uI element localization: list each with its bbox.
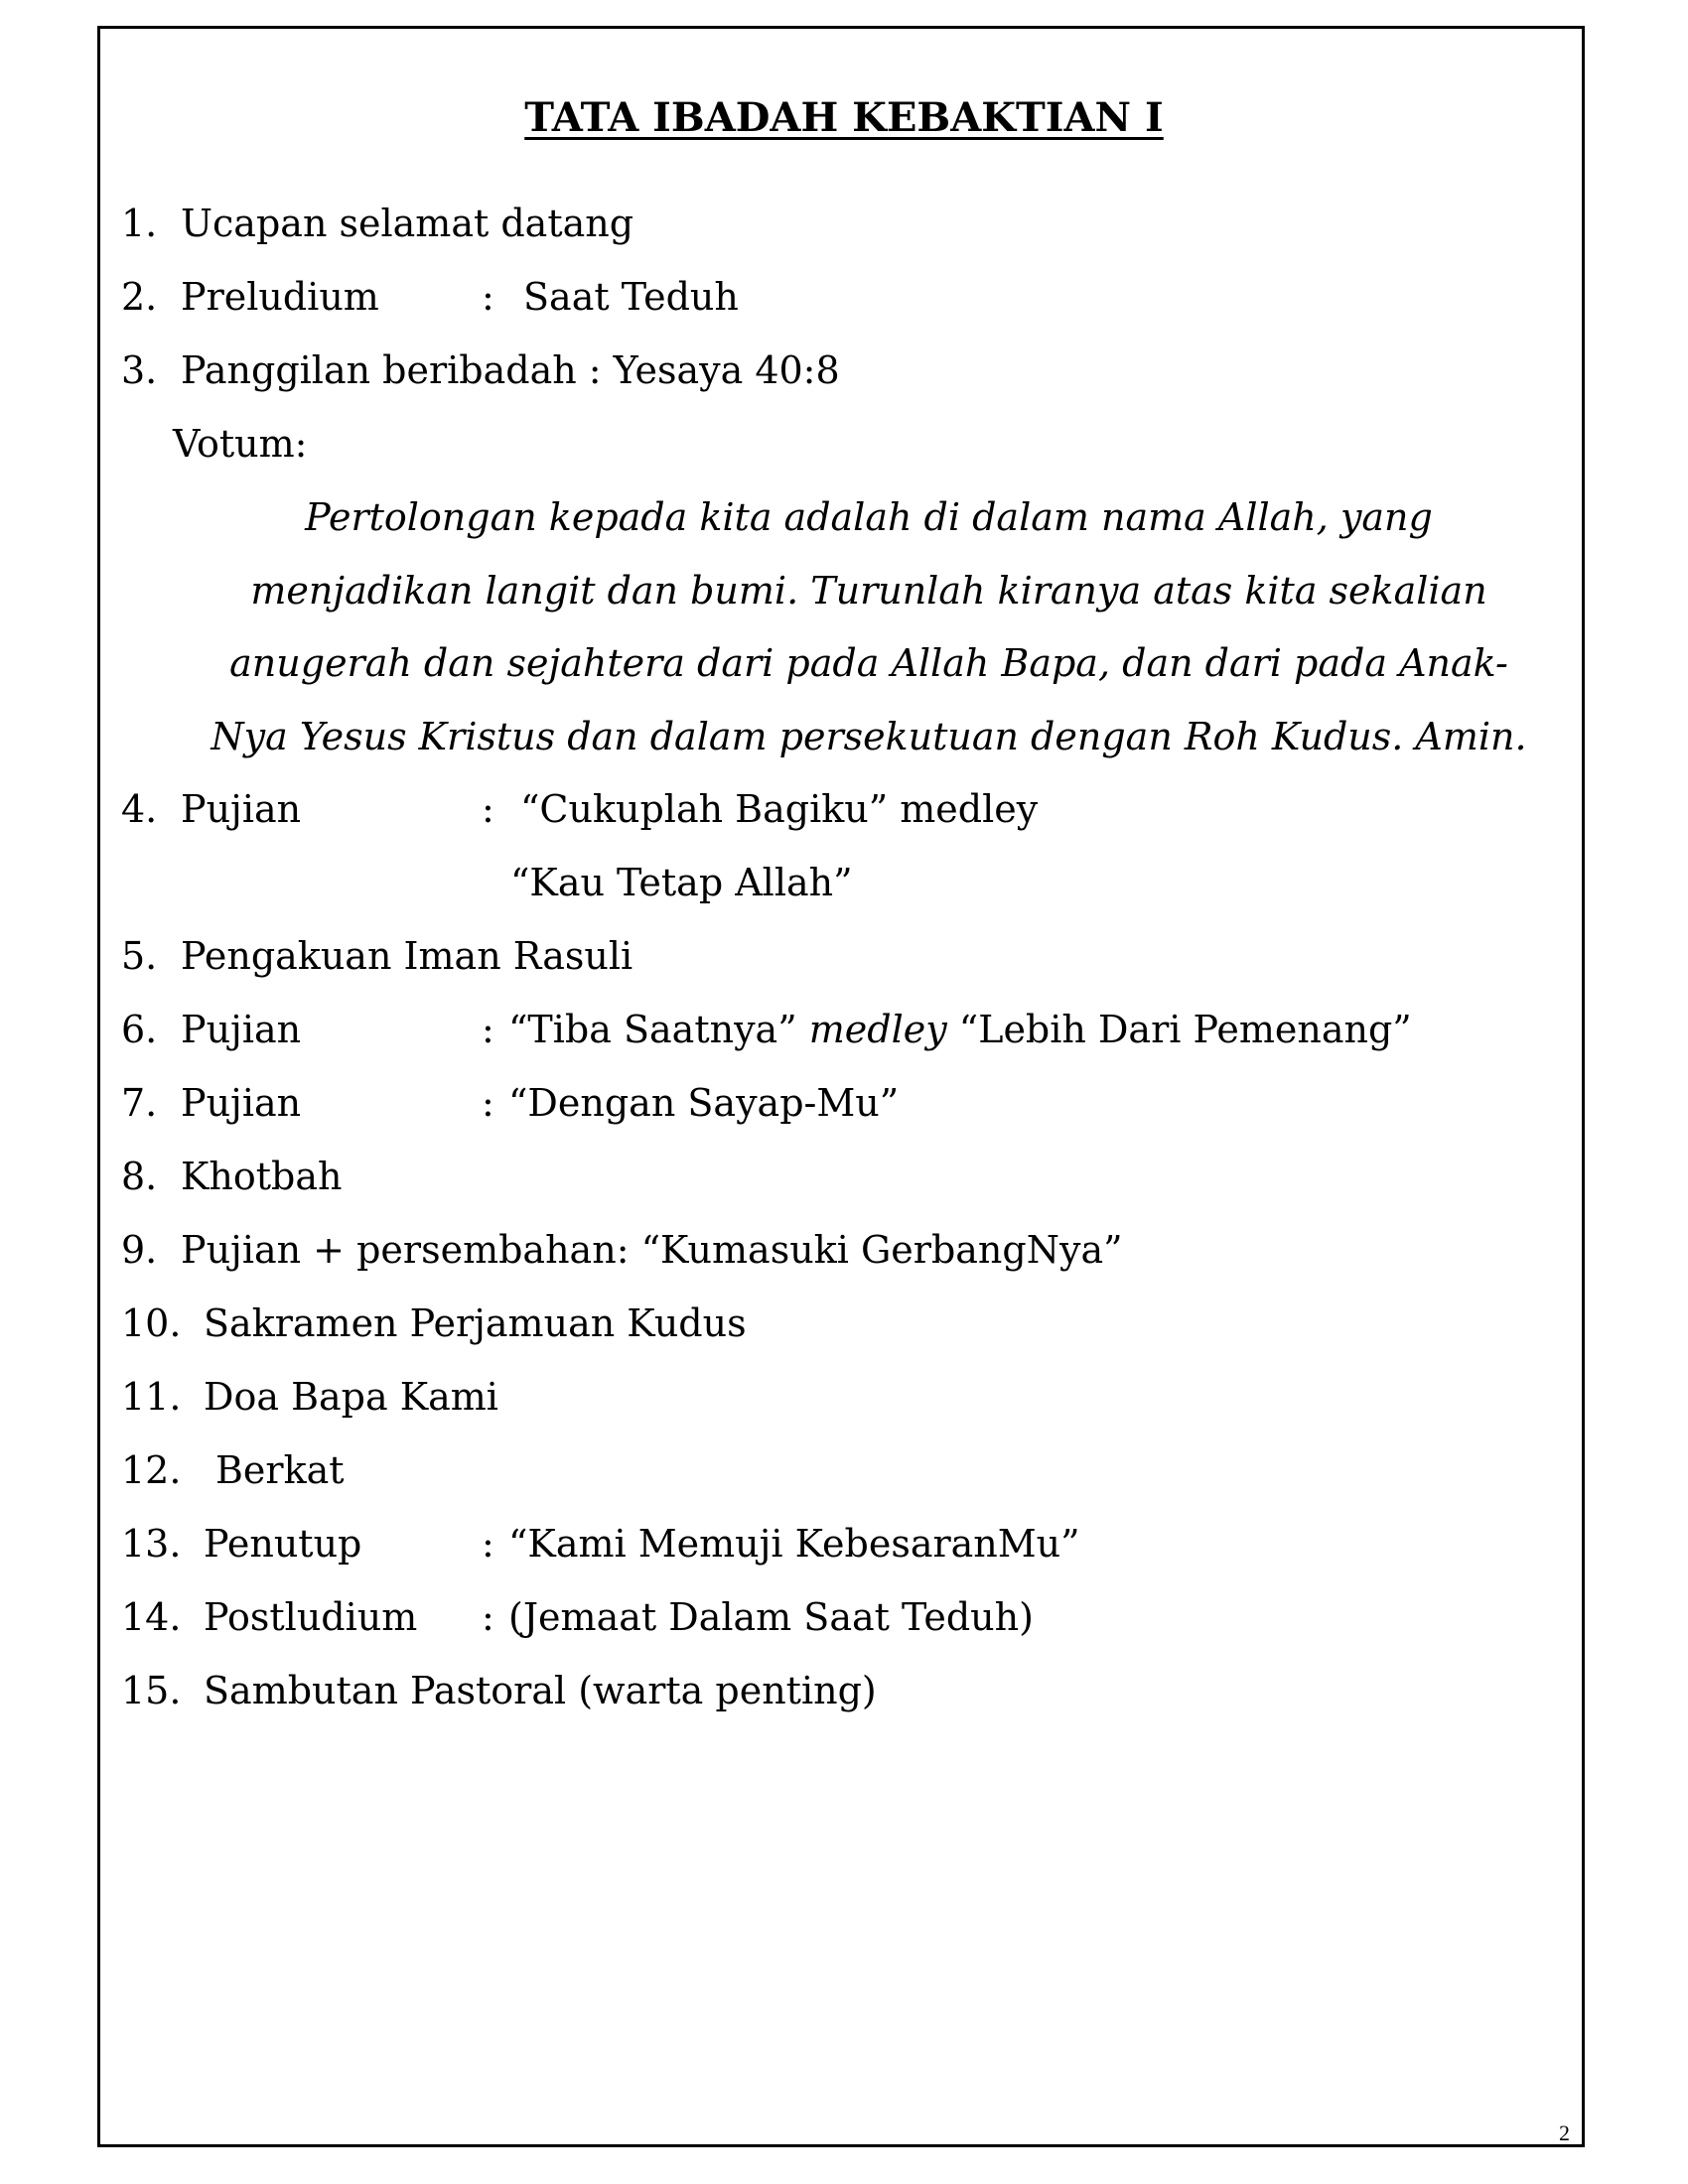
item-number: 1. [121, 202, 158, 245]
item-label: Ucapan selamat datang [181, 202, 634, 245]
item-number: 13. [121, 1522, 182, 1566]
item-value [508, 1005, 1412, 1054]
item-label: Penutup [204, 1522, 362, 1566]
item-separator: : [482, 1008, 494, 1051]
item-label: Doa Bapa Kami [204, 1375, 498, 1419]
votum-line: Pertolongan kepada kita adalah di dalam nama Allah, yang [305, 495, 1433, 539]
item-separator: : [482, 787, 494, 831]
votum-line: Nya Yesus Kristus dan dalam persekutuan dengan Roh Kudus. Amin. [211, 714, 1527, 758]
page-number: 2 [1559, 2120, 1570, 2145]
item-number: 8. [121, 1155, 158, 1198]
item-number: 9. [121, 1228, 158, 1272]
song-title: “Tiba Saatnya” [508, 1008, 797, 1051]
item-number: 10. [121, 1301, 182, 1345]
item-number: 7. [121, 1081, 158, 1125]
item-number: 3. [121, 348, 158, 392]
page-title: TATA IBADAH KEBAKTIAN I [524, 94, 1164, 141]
item-value: “Cukuplah Bagiku” medley [520, 787, 1039, 831]
item-number: 4. [121, 787, 158, 831]
item-number: 6. [121, 1008, 158, 1051]
item-number: 15. [121, 1669, 182, 1712]
item-label: Pujian + persembahan: “Kumasuki GerbangNya” [181, 1228, 1123, 1272]
item-number: 14. [121, 1595, 182, 1639]
item-label: Preludium [181, 275, 379, 319]
item-value: “Kami Memuji KebesaranMu” [508, 1522, 1080, 1566]
item-value: Saat Teduh [523, 275, 739, 319]
item-number: 12. [121, 1448, 182, 1492]
votum-line: anugerah dan sejahtera dari pada Allah Bapa, dan dari pada Anak- [229, 641, 1508, 685]
item-separator: : [482, 275, 494, 319]
votum-label: Votum: [173, 422, 308, 466]
item-value: “Dengan Sayap-Mu” [508, 1081, 900, 1125]
votum-line: menjadikan langit dan bumi. Turunlah kiranya atas kita sekalian [250, 568, 1487, 613]
item-label: Berkat [215, 1448, 345, 1492]
item-label: Pengakuan Iman Rasuli [181, 934, 633, 978]
item-label: Postludium [204, 1595, 418, 1639]
item-label: Pujian [181, 787, 302, 831]
item-label: Pujian [181, 1008, 302, 1051]
item-number: 2. [121, 275, 158, 319]
song-title: “Lebih Dari Pemenang” [958, 1008, 1412, 1051]
item-label: Pujian [181, 1081, 302, 1125]
item-separator: : [482, 1522, 494, 1566]
item-value: “Kau Tetap Allah” [510, 861, 853, 904]
item-number: 11. [121, 1375, 182, 1419]
medley-note: medley [808, 1008, 947, 1051]
item-label: Sakramen Perjamuan Kudus [204, 1301, 747, 1345]
item-label: Sambutan Pastoral (warta penting) [204, 1669, 877, 1712]
item-label: Khotbah [181, 1155, 343, 1198]
item-value: (Jemaat Dalam Saat Teduh) [508, 1595, 1034, 1639]
votum-paragraph [159, 481, 1579, 773]
item-label: Panggilan beribadah : Yesaya 40:8 [181, 348, 840, 392]
item-number: 5. [121, 934, 158, 978]
item-separator: : [482, 1081, 494, 1125]
item-separator: : [482, 1595, 494, 1639]
